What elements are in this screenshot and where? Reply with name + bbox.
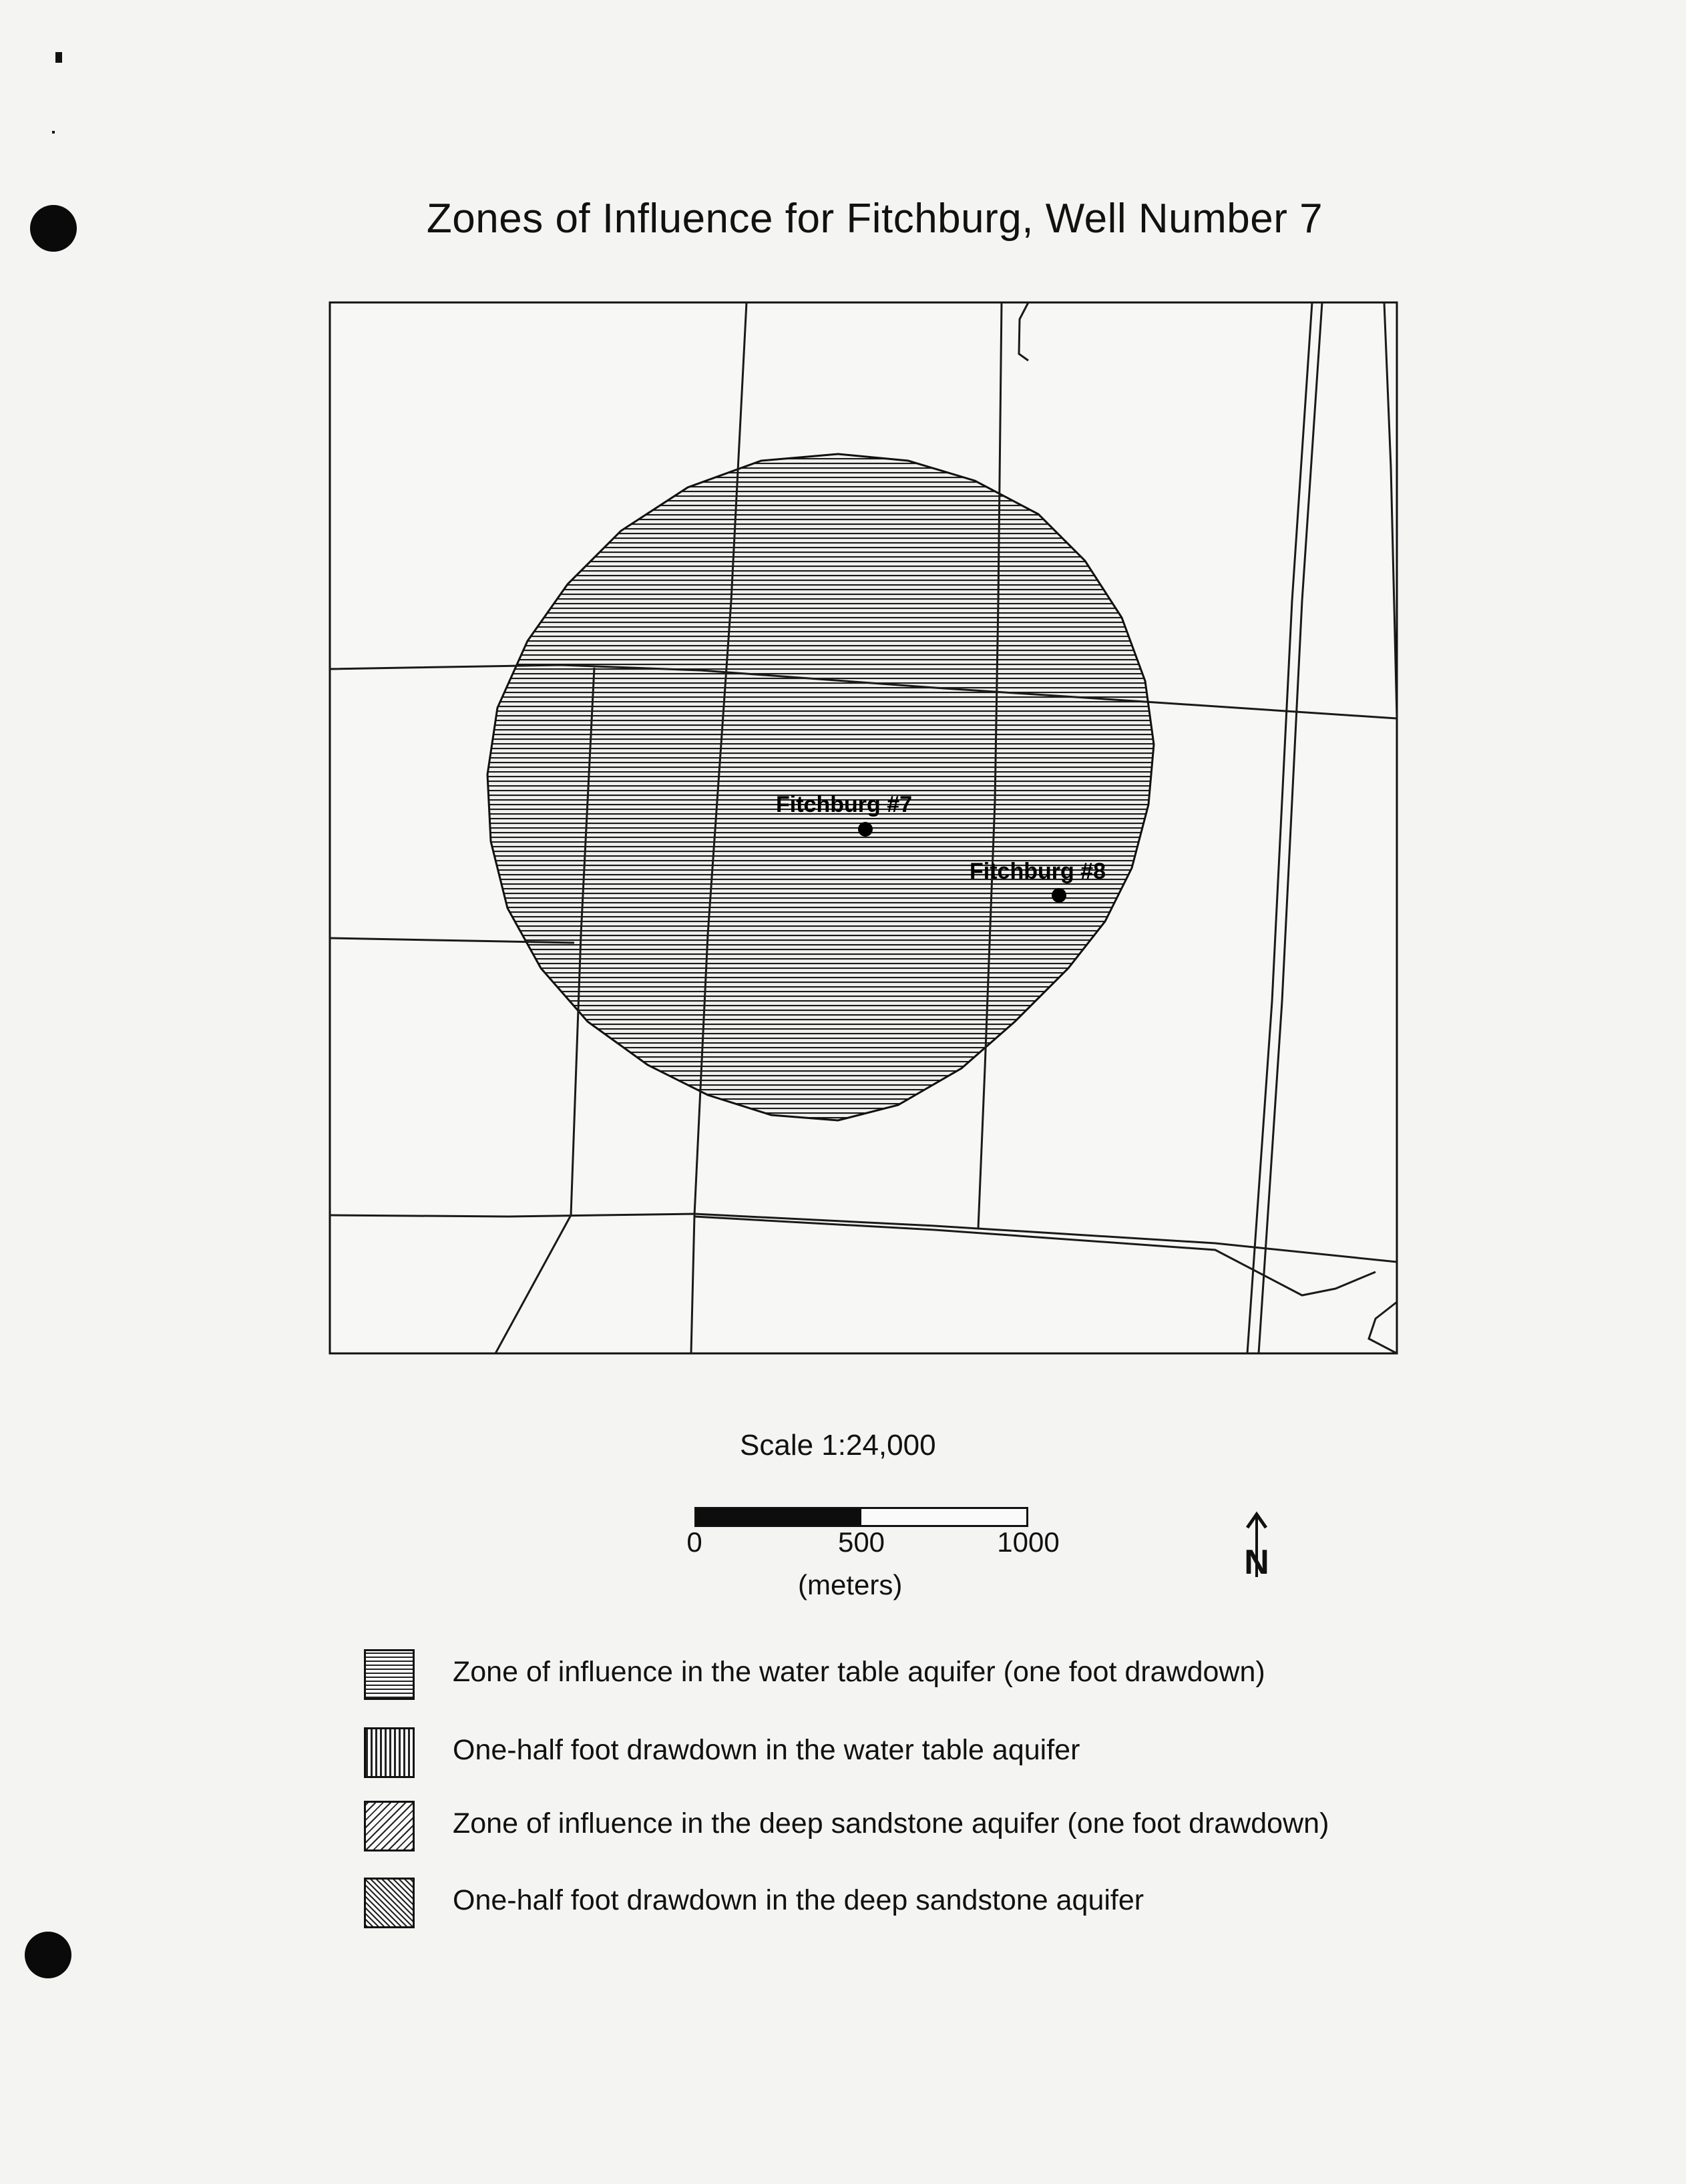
legend-swatch-horizontal-hatch <box>364 1649 415 1700</box>
legend-swatch-diagonal-sparse-hatch <box>364 1878 415 1928</box>
scale-tick-0: 0 <box>686 1526 702 1558</box>
scale-bar-fill <box>696 1509 861 1525</box>
north-arrow-letter: N <box>1244 1543 1269 1582</box>
legend-label: Zone of influence in the water table aquifer (one foot drawdown) <box>453 1656 1265 1688</box>
punch-hole-bottom <box>25 1932 71 1978</box>
well-8-label: Fitchburg #8 <box>970 859 1106 884</box>
well-7-label: Fitchburg #7 <box>776 792 913 817</box>
well-7-marker <box>858 822 873 837</box>
scale-tick-500: 500 <box>837 1526 885 1558</box>
well-8-marker <box>1052 888 1066 903</box>
scale-label: Scale 1:24,000 <box>740 1429 936 1462</box>
scale-bar <box>694 1507 1028 1527</box>
map-title: Zones of Influence for Fitchburg, Well Number 7 <box>426 196 1323 242</box>
scale-units: (meters) <box>798 1569 903 1600</box>
legend-swatch-diagonal-dense-hatch <box>364 1801 415 1851</box>
legend-label: One-half foot drawdown in the water table aquifer <box>453 1734 1080 1766</box>
legend-swatch-vertical-hatch <box>364 1727 415 1778</box>
north-arrow-icon <box>1237 1510 1277 1584</box>
legend-label: One-half foot drawdown in the deep sandstone aquifer <box>453 1884 1144 1916</box>
legend-label: Zone of influence in the deep sandstone aquifer (one foot drawdown) <box>453 1807 1329 1839</box>
scale-tick-1000: 1000 <box>997 1526 1060 1558</box>
